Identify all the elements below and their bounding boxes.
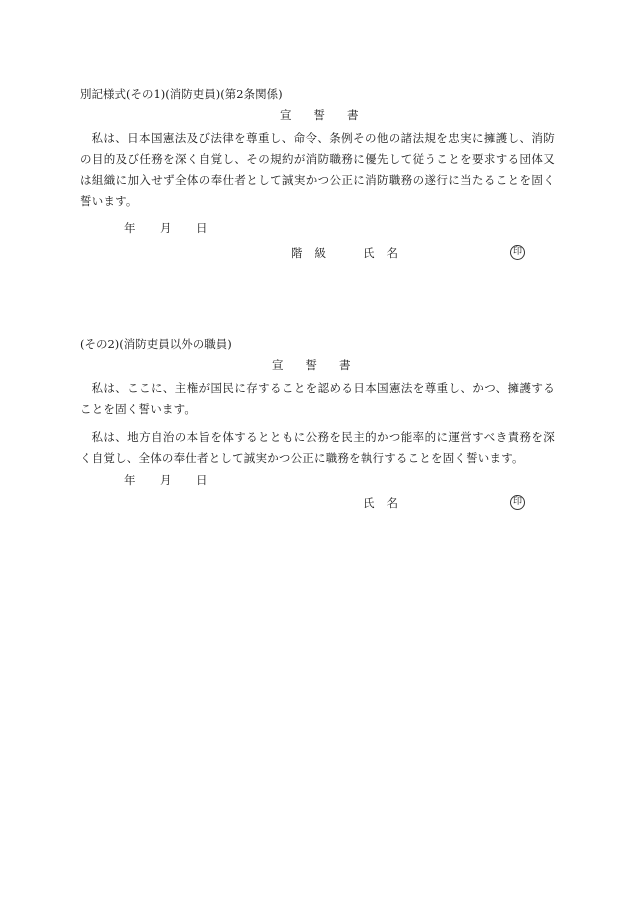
form1-date-year: 年: [124, 221, 136, 235]
form1-heading: 別記様式(その1)(消防吏員)(第2条関係): [80, 87, 283, 101]
form2-title: 宣誓書: [272, 358, 373, 372]
form2-seal-mark: 印: [510, 495, 525, 510]
form1-seal-mark: 印: [510, 245, 525, 260]
form1-name-label: 氏名: [363, 246, 410, 260]
form2-date-year: 年: [124, 473, 136, 487]
form2-name-label: 氏名: [363, 496, 410, 510]
form2-date-month: 月: [160, 473, 172, 487]
form2-date-day: 日: [196, 473, 208, 487]
form1-date-day: 日: [196, 221, 208, 235]
form2-oath-paragraph-2: 私は、地方自治の本旨を体するとともに公務を民主的かつ能率的に運営すべき責務を深く自覚し、全体の奉仕者として誠実かつ公正に職務を執行することを固く誓います。: [80, 430, 555, 465]
form2-oath-paragraph-1: 私は、ここに、主権が国民に存することを認める日本国憲法を尊重し、かつ、擁護することを固く誓います。: [80, 381, 555, 416]
form1-date-month: 月: [160, 221, 172, 235]
form2-heading: (その2)(消防吏員以外の職員): [80, 337, 232, 351]
form1-oath-paragraph: 私は、日本国憲法及び法律を尊重し、命令、条例その他の諸法規を忠実に擁護し、消防の目的及び任務を深く自覚し、その規約が消防職務に優先して従うことを要求する団体又は組織に加入せず全体の奉仕者として誠実かつ公正に消防職務の遂行に当たることを固く誓います。: [80, 131, 555, 208]
form1-rank-label: 階級: [291, 246, 338, 260]
form1-title: 宣誓書: [280, 108, 381, 122]
